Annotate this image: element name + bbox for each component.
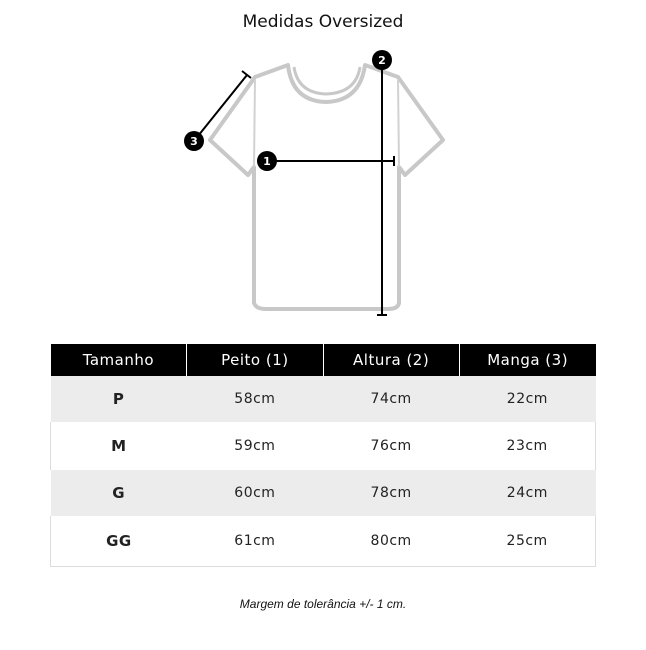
length-cell: 78cm	[323, 470, 459, 516]
tshirt-collar	[294, 67, 360, 94]
tshirt-outline	[210, 65, 443, 309]
length-cell: 80cm	[323, 516, 459, 567]
length-marker-label: 2	[378, 54, 386, 67]
header-size: Tamanho	[51, 344, 187, 376]
table-row	[51, 422, 596, 470]
size-cell: G	[51, 470, 187, 516]
sleeve-cell: 25cm	[459, 516, 595, 567]
sleeve-cell: 23cm	[459, 422, 595, 470]
header-sleeve: Manga (3)	[459, 344, 595, 376]
size-table	[50, 344, 596, 567]
length-cell: 74cm	[323, 376, 459, 422]
header-length: Altura (2)	[323, 344, 459, 376]
tshirt-right-seam	[398, 79, 399, 167]
table-row	[51, 376, 596, 422]
chest-cell: 60cm	[187, 470, 323, 516]
table-row	[51, 516, 596, 567]
chest-marker-label: 1	[263, 155, 271, 168]
size-cell: GG	[51, 516, 187, 567]
header-chest: Peito (1)	[187, 344, 323, 376]
chest-cell: 59cm	[234, 438, 276, 454]
sleeve-cell: 24cm	[459, 470, 595, 516]
tshirt-left-seam	[254, 79, 255, 167]
size-cell: M	[51, 422, 187, 470]
page-title: Medidas Oversized	[242, 12, 404, 32]
tshirt-measurement-diagram	[170, 45, 470, 325]
sleeve-marker-label: 3	[190, 135, 198, 148]
chest-cell: 61cm	[187, 516, 323, 567]
table-row	[51, 470, 596, 516]
tshirt-illustration	[170, 45, 470, 325]
length-cell: 76cm	[370, 438, 412, 454]
chest-cell: 58cm	[187, 376, 323, 422]
sleeve-cell: 22cm	[459, 376, 595, 422]
size-cell: P	[51, 376, 187, 422]
tolerance-note: Margem de tolerância +/- 1 cm.	[239, 597, 407, 611]
size-table-header	[51, 344, 596, 376]
